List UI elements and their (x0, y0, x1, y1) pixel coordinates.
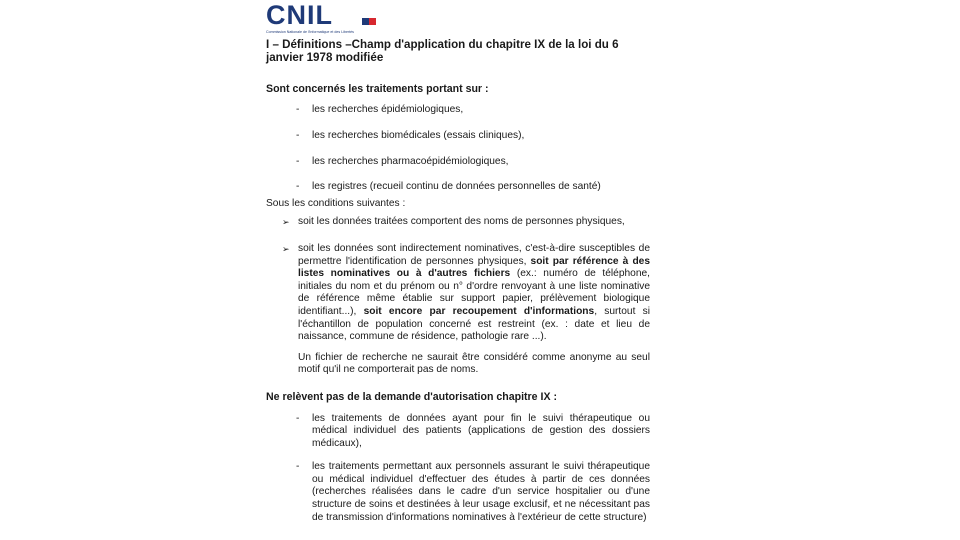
list-item (266, 413, 650, 451)
list-item (266, 130, 650, 143)
list-item (266, 181, 650, 194)
dash-bullet: - (296, 155, 300, 167)
list-item (266, 461, 650, 524)
logo-blue-square (362, 18, 369, 25)
document-body (266, 38, 650, 524)
section-conditions-heading: Sous les conditions suivantes : (266, 197, 406, 209)
arrow-bullet-icon: ➢ (282, 217, 290, 228)
condition-bold-text: soit par référence à des listes nominatives ou à d'autres fichiers (298, 255, 650, 280)
condition-text: soit les données sont indirectement nominatives, c'est-à-dire susceptibles de permettre l'identification de personnes physiques, (298, 242, 650, 267)
list-item-text: les recherches pharmacoépidémiologiques, (312, 155, 509, 167)
list-item-text: les registres (recueil continu de données personnelles de santé) (312, 181, 601, 193)
page-title: I – Définitions –Champ d'application du chapitre IX de la loi du 6 janvier 1978 modifiée (266, 38, 619, 65)
condition-item (266, 216, 650, 229)
condition-text: (ex.: numéro de téléphone, initiales du nom et du prénom ou n° d'ordre renvoyant à une liste nominative de référence même établie sur support papier, prélèvement biologique identifiant...), (298, 268, 650, 317)
list-item-text: les traitements permettant aux personnels assurant le suivi thérapeutique ou médical individuel d'effectuer des études à partir de ces données (recherches réalisées dans le cadre d'un service hospitalier ou d'une structure de soins et destinées à leur usage exclusif, et ne nécessitant pas de transmission d'informations nominatives à l'extérieur de cette structure) (312, 461, 650, 523)
list-item-text: les traitements de données ayant pour fin le suivi thérapeutique ou médical individuel des patients (applications de gestion des dossiers médicaux), (312, 412, 650, 449)
condition-item (266, 243, 650, 344)
logo-wordmark: CNIL (266, 0, 333, 30)
dash-bullet: - (296, 461, 300, 473)
anonymity-note: Un fichier de recherche ne saurait être considéré comme anonyme au seul motif qu'il ne comporterait pas de noms. (298, 351, 650, 376)
list-item (266, 156, 650, 169)
dash-bullet: - (296, 412, 300, 424)
condition-bold-text: soit encore par recoupement d'informations (363, 305, 595, 317)
list-item-text: les recherches épidémiologiques, (312, 104, 464, 116)
arrow-bullet-icon: ➢ (282, 243, 290, 254)
section-concerned-heading: Sont concernés les traitements portant sur : (266, 82, 489, 95)
condition-text: soit les données traitées comportent des noms de personnes physiques, (298, 216, 625, 228)
logo-tagline: Commission Nationale de l'Informatique et des Libertés (266, 30, 354, 34)
section-excluded-heading: Ne relèvent pas de la demande d'autorisation chapitre IX : (266, 390, 557, 403)
logo-red-square (369, 18, 376, 25)
cnil-logo (266, 0, 386, 36)
dash-bullet: - (296, 104, 300, 116)
dash-bullet: - (296, 181, 300, 193)
list-item-text: les recherches biomédicales (essais cliniques), (312, 130, 525, 141)
condition-text: , surtout si l'échantillon de population concerné est restreint (ex. : date et lieu de naissance, commune de résidence, pathologie rare ...). (298, 305, 650, 343)
dash-bullet: - (296, 130, 300, 141)
list-item (266, 104, 650, 117)
